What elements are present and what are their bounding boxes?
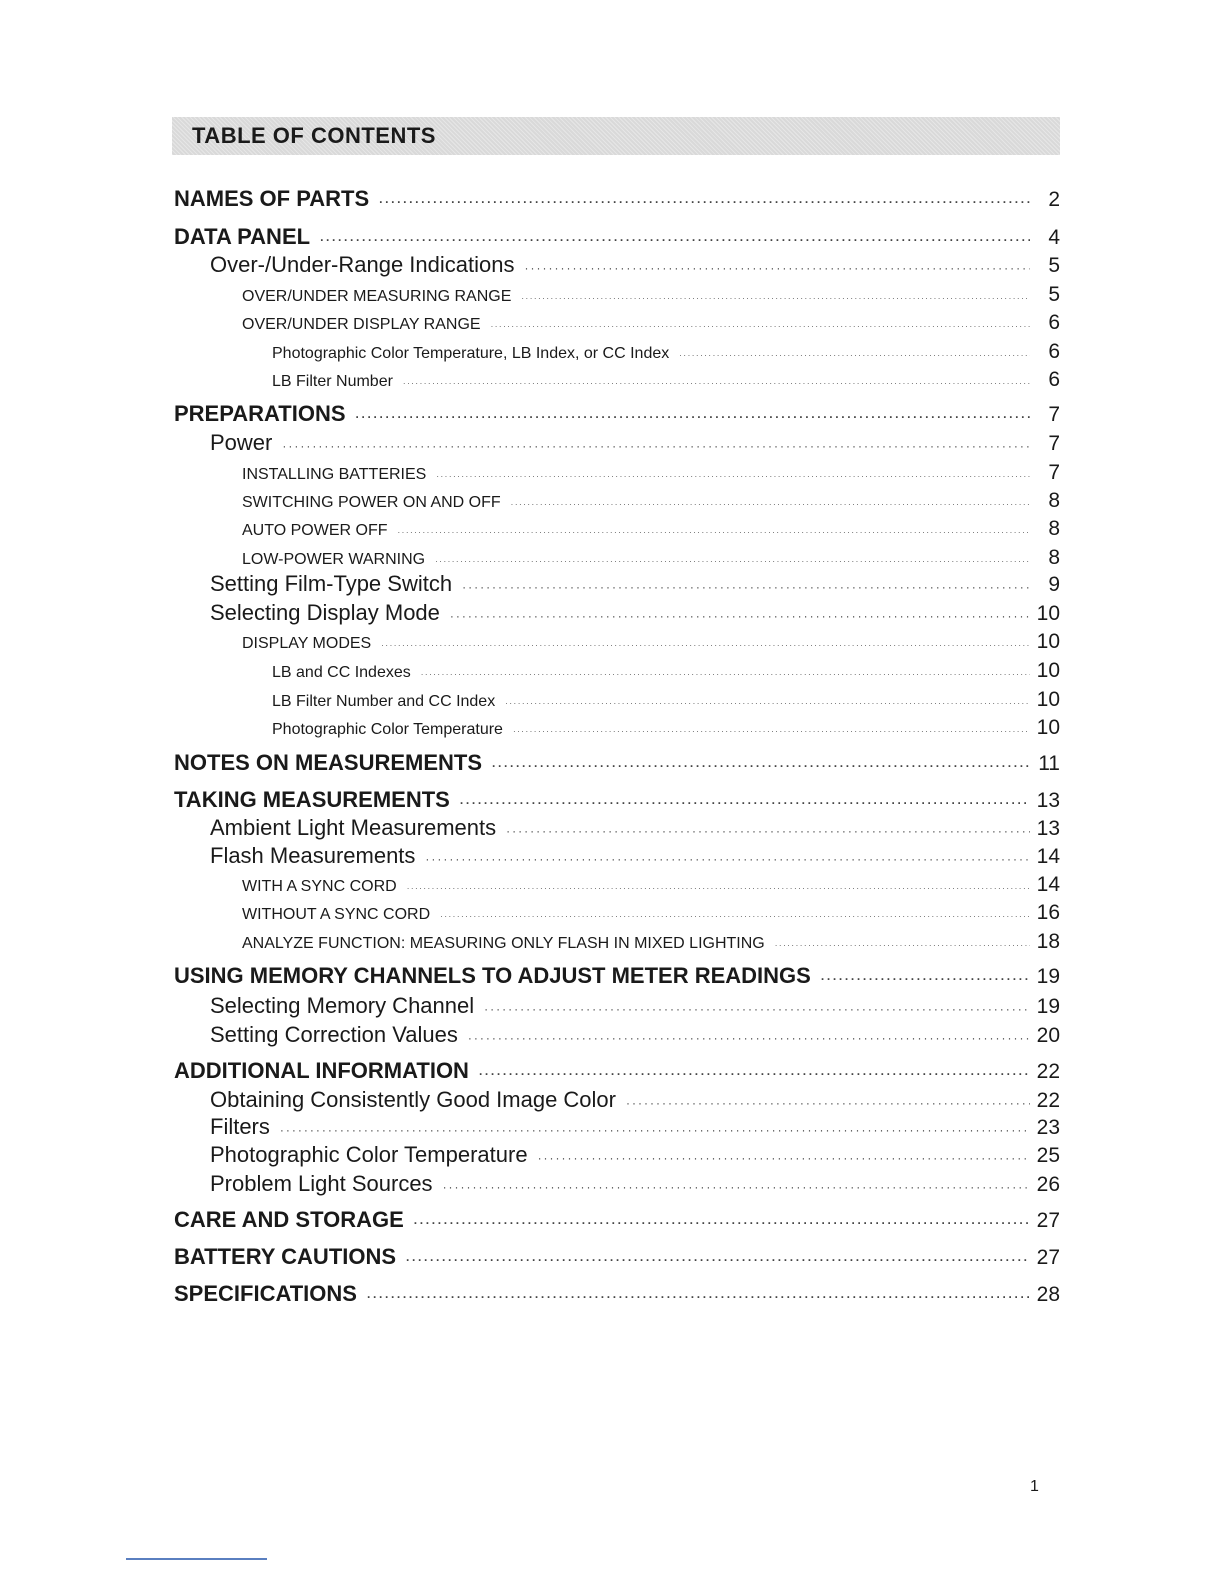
toc-entry-label: Obtaining Consistently Good Image Color (210, 1087, 616, 1112)
toc-entry (272, 659, 1060, 683)
toc-entry-page-number: 11 (1038, 752, 1060, 775)
toc-entry-label: Selecting Display Mode (210, 600, 440, 625)
toc-entry-label: OVER/UNDER MEASURING RANGE (242, 288, 512, 305)
toc-entry-label: DATA PANEL (174, 224, 311, 249)
toc-entry-label: Setting Correction Values (210, 1022, 458, 1047)
toc-entry-page-number: 10 (1036, 716, 1060, 739)
toc-entry-label: BATTERY CAUTIONS (174, 1244, 397, 1269)
dot-leader (421, 670, 1030, 679)
toc-entry-label: AUTO POWER OFF (242, 522, 388, 539)
footer-rule (126, 1558, 267, 1560)
toc-entry-page-number: 27 (1036, 1209, 1060, 1232)
toc-entry-label: Filters (210, 1114, 270, 1139)
toc-entry (272, 688, 1060, 712)
toc-entry-label: Photographic Color Temperature, LB Index, or CC Index (272, 345, 670, 362)
dot-leader (381, 641, 1030, 650)
dot-leader (462, 580, 1030, 594)
toc-entry-label: OVER/UNDER DISPLAY RANGE (242, 316, 481, 333)
toc-entry (210, 1114, 1060, 1140)
toc-entry (174, 1244, 1060, 1270)
toc-entry-page-number: 9 (1048, 573, 1060, 596)
toc-entry-label: NAMES OF PARTS (174, 186, 370, 211)
page-number: 1 (1030, 1478, 1039, 1495)
dot-leader (492, 759, 1030, 773)
toc-entry-label: WITHOUT A SYNC CORD (242, 906, 431, 923)
toc-entry-label: Power (210, 430, 273, 455)
toc-entry-label: TAKING MEASUREMENTS (174, 787, 450, 812)
toc-entry-page-number: 5 (1048, 283, 1060, 306)
toc-entry-label: Selecting Memory Channel (210, 993, 475, 1018)
dot-leader (511, 500, 1030, 509)
toc-entry-page-number: 23 (1036, 1116, 1060, 1139)
toc-entry-label: ANALYZE FUNCTION: MEASURING ONLY FLASH IN MIXED LIGHTING (242, 935, 765, 952)
toc-entry (272, 716, 1060, 740)
toc-entry (242, 630, 1060, 654)
toc-entry (210, 1142, 1060, 1168)
toc-entry-label: LB and CC Indexes (272, 664, 411, 681)
dot-leader (280, 1123, 1030, 1137)
toc-entry-page-number: 10 (1036, 688, 1060, 711)
toc-entry-label: LB Filter Number and CC Index (272, 693, 496, 710)
toc-entry-page-number: 2 (1048, 188, 1060, 211)
toc-entry-label: Flash Measurements (210, 843, 416, 868)
toc-entry (272, 368, 1060, 392)
dot-leader (443, 1180, 1030, 1194)
toc-entry-page-number: 14 (1036, 873, 1060, 896)
toc-entry-label: Problem Light Sources (210, 1171, 433, 1196)
toc-entry-page-number: 10 (1036, 659, 1060, 682)
toc-entry (242, 461, 1060, 485)
toc-entry (210, 430, 1060, 456)
toc-entry-label: LOW-POWER WARNING (242, 551, 426, 568)
toc-entry-page-number: 8 (1048, 517, 1060, 540)
dot-leader (436, 472, 1030, 481)
toc-entry-page-number: 13 (1036, 817, 1060, 840)
toc-entry (210, 600, 1060, 626)
toc-entry-label: SWITCHING POWER ON AND OFF (242, 494, 501, 511)
toc-entry (272, 340, 1060, 364)
toc-entry-label: INSTALLING BATTERIES (242, 466, 427, 483)
toc-entry-label: ADDITIONAL INFORMATION (174, 1058, 469, 1083)
toc-entry-label: SPECIFICATIONS (174, 1281, 357, 1306)
dot-leader (538, 1151, 1030, 1165)
dot-leader (450, 609, 1030, 623)
toc-entry-page-number: 27 (1036, 1246, 1060, 1269)
toc-entry-page-number: 5 (1048, 254, 1060, 277)
dot-leader (435, 557, 1030, 566)
toc-entry (242, 489, 1060, 513)
dot-leader (407, 884, 1030, 893)
dot-leader (460, 796, 1030, 810)
toc-entry-label: Photographic Color Temperature (272, 721, 503, 738)
toc-entry-page-number: 22 (1036, 1089, 1060, 1112)
toc-entry-page-number: 18 (1036, 930, 1060, 953)
toc-entry (174, 1281, 1060, 1307)
dot-leader (479, 1067, 1030, 1081)
toc-entry-page-number: 28 (1036, 1283, 1060, 1306)
toc-entry (242, 517, 1060, 541)
dot-leader (513, 727, 1030, 736)
toc-entry (210, 1171, 1060, 1197)
toc-entry-label: Over-/Under-Range Indications (210, 252, 515, 277)
toc-entry (174, 1058, 1060, 1084)
toc-entry-page-number: 6 (1048, 368, 1060, 391)
dot-leader (626, 1096, 1030, 1110)
toc-entry-page-number: 14 (1036, 845, 1060, 868)
toc-entry-page-number: 7 (1048, 461, 1060, 484)
toc-entry-page-number: 20 (1036, 1024, 1060, 1047)
dot-leader (775, 941, 1030, 950)
toc-entry-page-number: 16 (1036, 901, 1060, 924)
toc-entry-label: PREPARATIONS (174, 401, 346, 426)
toc-entry (242, 901, 1060, 925)
dot-leader (414, 1216, 1030, 1230)
dot-leader (506, 824, 1030, 838)
dot-leader (524, 261, 1030, 275)
toc-entry-label: WITH A SYNC CORD (242, 878, 397, 895)
dot-leader (521, 294, 1030, 303)
toc-entry-page-number: 22 (1036, 1060, 1060, 1083)
toc-entry-page-number: 26 (1036, 1173, 1060, 1196)
dot-leader (282, 439, 1030, 453)
toc-entry-page-number: 10 (1036, 602, 1060, 625)
dot-leader (425, 852, 1030, 866)
toc-entry (210, 571, 1060, 597)
toc-entry (242, 546, 1060, 570)
toc-entry (174, 401, 1060, 427)
toc-entry-label: USING MEMORY CHANNELS TO ADJUST METER READINGS (174, 963, 811, 988)
toc-entry-label: CARE AND STORAGE (174, 1207, 404, 1232)
toc-entry-page-number: 6 (1048, 340, 1060, 363)
toc-entry-page-number: 19 (1036, 965, 1060, 988)
toc-entry (174, 186, 1060, 212)
toc-entry-page-number: 25 (1036, 1144, 1060, 1167)
toc-entry (210, 815, 1060, 841)
toc-entry (242, 283, 1060, 307)
toc-entry-label: LB Filter Number (272, 373, 393, 390)
dot-leader (379, 195, 1030, 209)
dot-leader (484, 1002, 1030, 1016)
toc-entry-page-number: 6 (1048, 311, 1060, 334)
dot-leader (468, 1031, 1030, 1045)
toc-entry-page-number: 19 (1036, 995, 1060, 1018)
dot-leader (356, 410, 1030, 424)
toc-entry (210, 1087, 1060, 1113)
toc-entry (174, 1207, 1060, 1233)
toc-entry-page-number: 8 (1048, 546, 1060, 569)
toc-entry-page-number: 4 (1048, 226, 1060, 249)
toc-entry-page-number: 13 (1036, 789, 1060, 812)
toc-title: TABLE OF CONTENTS (192, 123, 436, 148)
toc-entry (174, 963, 1060, 989)
toc-entry-label: Ambient Light Measurements (210, 815, 497, 840)
toc-entry-page-number: 10 (1036, 630, 1060, 653)
toc-entry-label: NOTES ON MEASUREMENTS (174, 750, 483, 775)
toc-entry (242, 930, 1060, 954)
toc-entry (174, 224, 1060, 250)
toc-entry (210, 252, 1060, 278)
toc-entry (210, 1022, 1060, 1048)
toc-entry (210, 993, 1060, 1019)
toc-entry-page-number: 7 (1048, 403, 1060, 426)
dot-leader (397, 528, 1030, 537)
dot-leader (406, 1253, 1030, 1267)
toc-entry (174, 787, 1060, 813)
toc-entry (242, 311, 1060, 335)
toc-entry (174, 750, 1060, 776)
dot-leader (367, 1290, 1030, 1304)
toc-entry-page-number: 7 (1048, 432, 1060, 455)
toc-entry-label: DISPLAY MODES (242, 635, 372, 652)
dot-leader (491, 322, 1030, 331)
toc-entry-label: Setting Film-Type Switch (210, 571, 453, 596)
dot-leader (440, 912, 1030, 921)
dot-leader (505, 699, 1030, 708)
toc-entry-label: Photographic Color Temperature (210, 1142, 528, 1167)
dot-leader (320, 233, 1030, 247)
toc-entry (242, 873, 1060, 897)
dot-leader (679, 351, 1030, 360)
dot-leader (821, 972, 1030, 986)
toc-entry-page-number: 8 (1048, 489, 1060, 512)
toc-entry (210, 843, 1060, 869)
dot-leader (403, 379, 1030, 388)
